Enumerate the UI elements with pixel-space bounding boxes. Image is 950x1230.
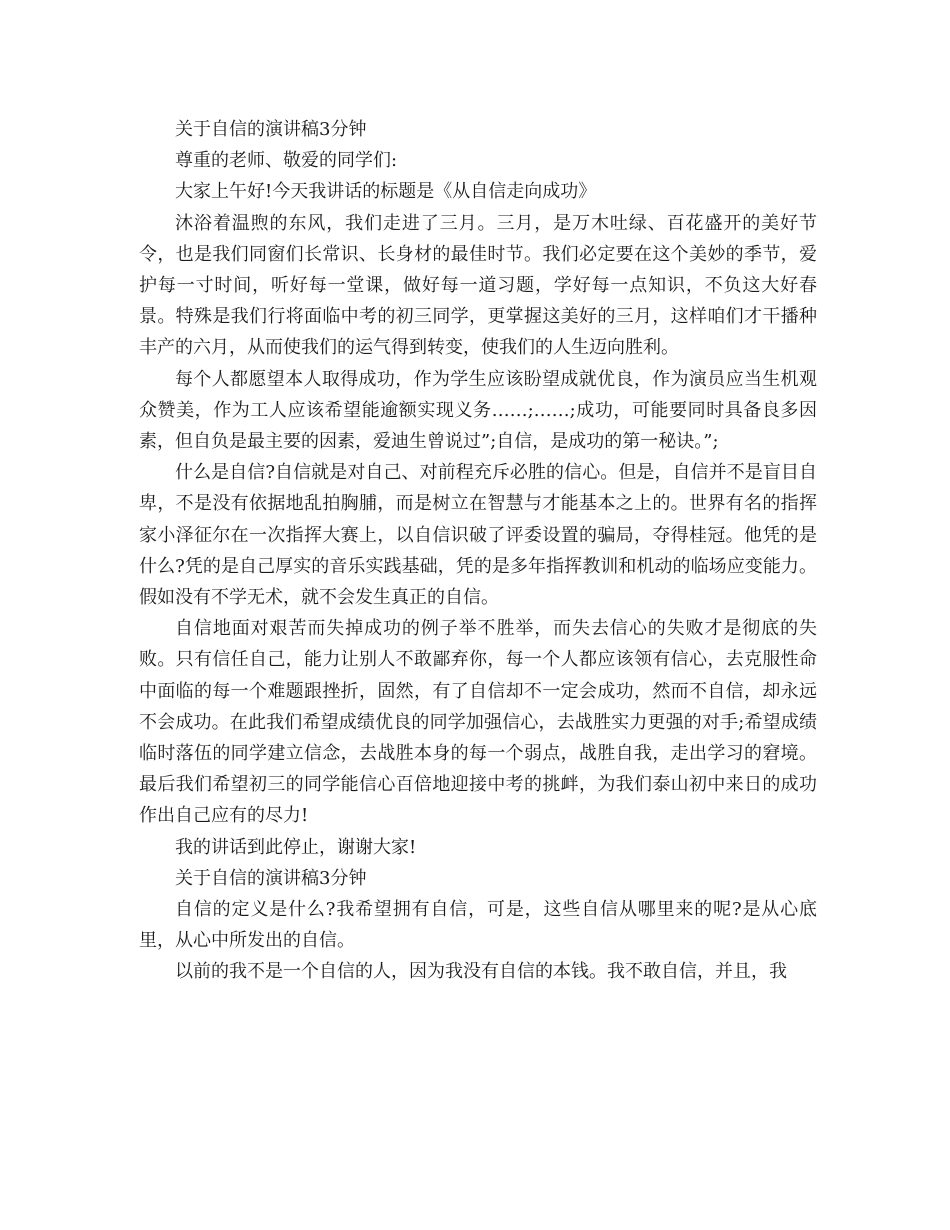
paragraph-past-self: 以前的我不是一个自信的人，因为我没有自信的本钱。我不敢自信，并且，我 xyxy=(175,961,787,983)
second-title-line: 关于自信的演讲稿3分钟 xyxy=(175,867,367,889)
title-line: 关于自信的演讲稿3分钟 xyxy=(175,119,367,140)
closing-line: 我的讲话到此停止，谢谢大家! xyxy=(175,836,417,858)
document-page xyxy=(139,114,817,988)
paragraph-facing-difficulty: 自信地面对艰苦而失掉成功的例子举不胜举，而失去信心的失败才是彻底的失败。只有信任自己，能力让别人不敢鄙弃你，每一个人都应该领有信心，去克服性命中面临的每一个难题跟挫折，固然，有了自信却不一定会成功，然而不自信，却永远不会成功。在此我们希望成绩优良的同学加强信心，去战胜实力更强的对手;希望成绩临时落伍的同学建立信念，去战胜本身的每一个弱点，战胜自我，走出学习的窘境。最后我们希望初三的同学能信心百倍地迎接中考的挑衅，为我们泰山初中来日的成功作出自己应有的尽力! xyxy=(139,618,817,827)
paragraph-what-is-confidence: 什么是自信?自信就是对自己、对前程充斥必胜的信心。但是，自信并不是盲目自卑，不是没有依据地乱拍胸脯，而是树立在智慧与才能基本之上的。世界有名的指挥家小泽征尔在一次指挥大赛上，以自信识破了评委设置的骗局，夺得桂冠。他凭的是什么?凭的是自己厚实的音乐实践基础，凭的是多年指挥教训和机动的临场应变能力。假如没有不学无术，就不会发生真正的自信。 xyxy=(139,462,817,609)
paragraph-success: 每个人都愿望本人取得成功，作为学生应该盼望成就优良，作为演员应当生机观众赞美，作为工人应该希望能逾额实现义务……;……;成功，可能要同时具备良多因素，但自负是最主要的因素，爱迪生曾说过”;自信，是成功的第一秘诀。”; xyxy=(139,368,817,453)
greeting-line: 大家上午好!今天我讲话的标题是《从自信走向成功》 xyxy=(175,181,597,203)
salutation: 尊重的老师、敬爱的同学们: xyxy=(175,150,398,172)
paragraph-spring: 沐浴着温煦的东风，我们走进了三月。三月，是万木吐绿、百花盛开的美好节令，也是我们同窗们长常识、长身材的最佳时节。我们必定要在这个美妙的季节，爱护每一寸时间，听好每一堂课，做好每一道习题，学好每一点知识，不负这大好春景。特殊是我们行将面临中考的初三同学，更掌握这美好的三月，这样咱们才干播种丰产的六月，从而使我们的运气得到转变，使我们的人生迈向胜利。 xyxy=(139,212,817,359)
paragraph-definition: 自信的定义是什么?我希望拥有自信，可是，这些自信从哪里来的呢?是从心底里，从心中所发出的自信。 xyxy=(139,899,817,952)
